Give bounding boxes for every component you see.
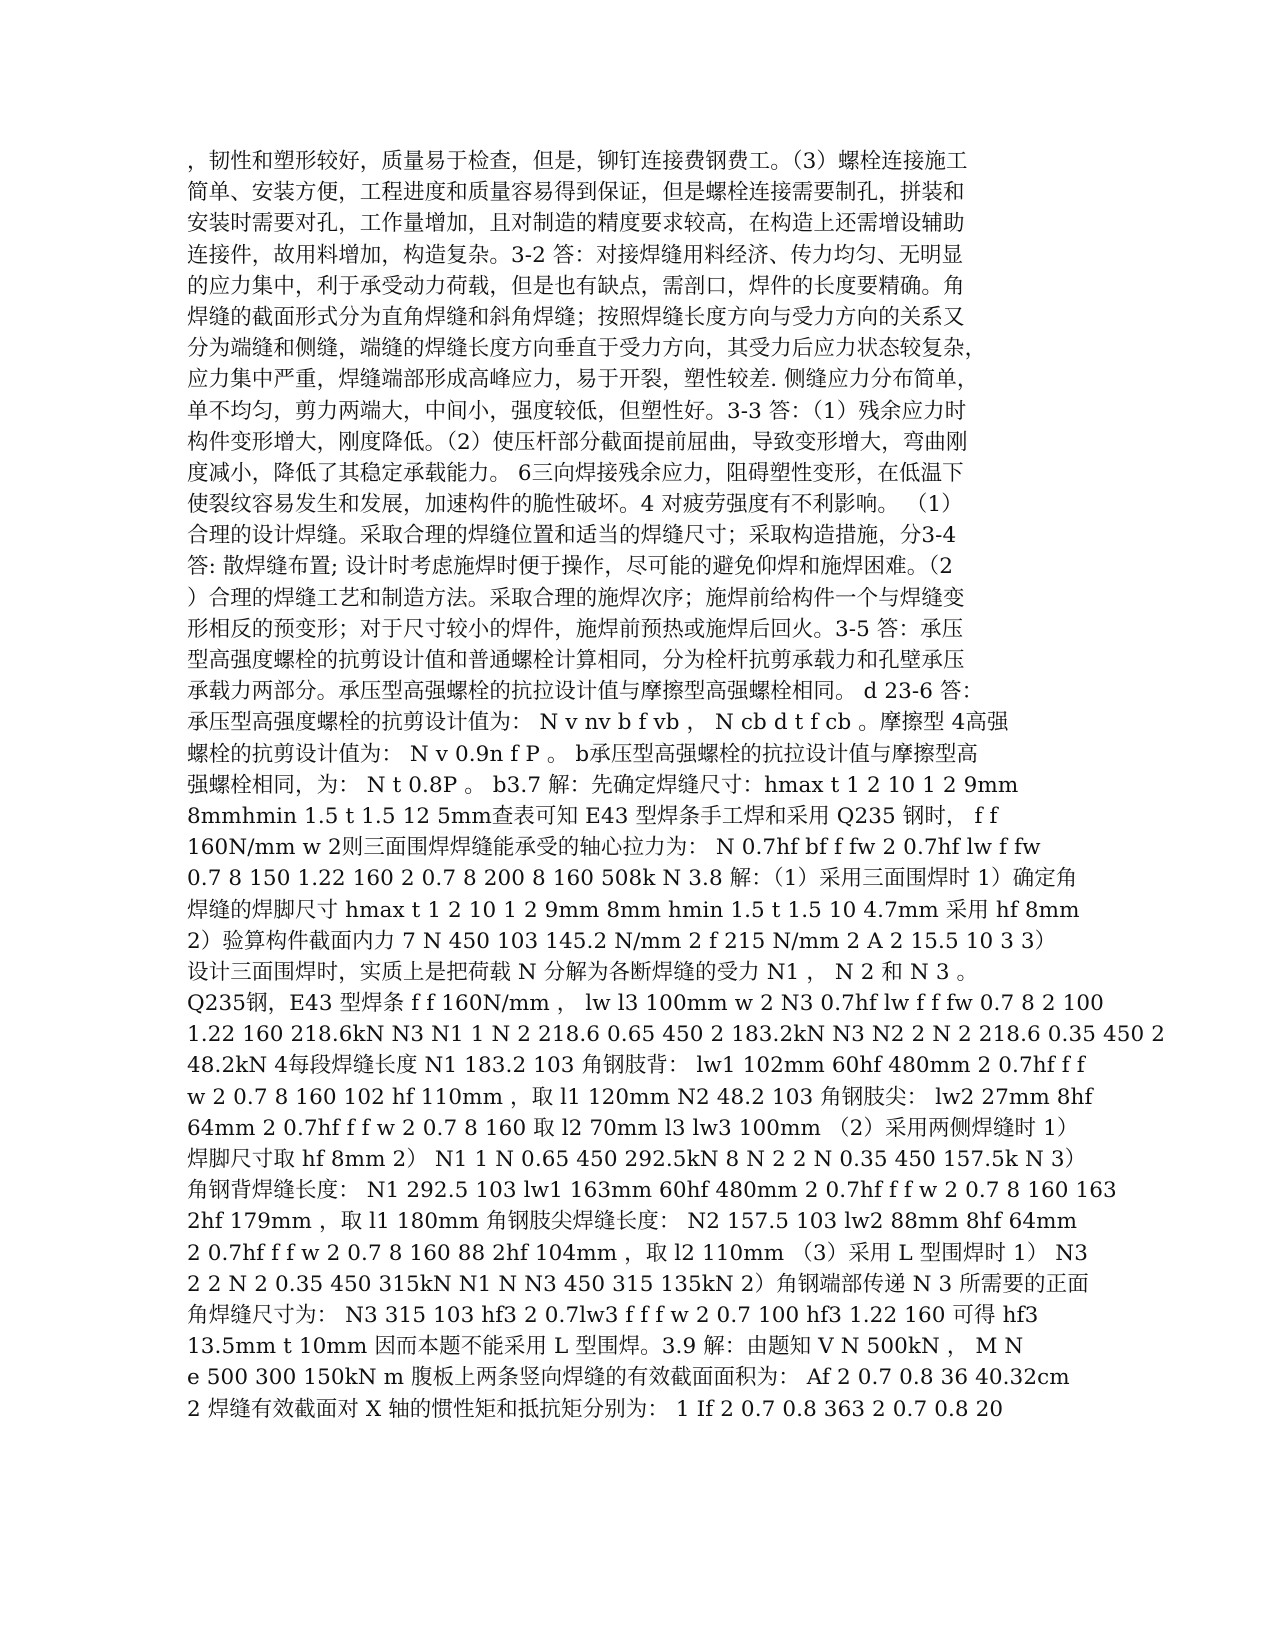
text-line: 强螺栓相同，为： N t 0.8P 。 b3.7 解：先确定焊缝尺寸：hmax t 1 2 10 1 2 9mm: [187, 772, 1019, 798]
text-line: e 500 300 150kN m 腹板上两条竖向焊缝的有效截面面积为： Af 2 0.7 0.8 36 40.32cm: [187, 1365, 1070, 1391]
text-line: 设计三面围焊时，实质上是把荷载 N 分解为各断焊缝的受力 N1 ， N 2 和 N 3 。: [187, 959, 979, 985]
text-line: 2 焊缝有效截面对 X 轴的惯性矩和抵抗矩分别为： 1 If 2 0.7 0.8 363 2 0.7 0.8 20: [187, 1396, 1004, 1422]
text-line: 承压型高强度螺栓的抗剪设计值为： N v nv b f vb ， N cb d t f cb 。摩擦型 4高强: [187, 710, 1009, 736]
text-line: 48.2kN 4每段焊缝长度 N1 183.2 103 角钢肢背： lw1 102mm 60hf 480mm 2 0.7hf f f: [187, 1053, 1085, 1079]
text-line: 连接件，故用料增加，构造复杂。3-2 答：对接焊缝用料经济、传力均匀、无明显: [187, 242, 964, 268]
body-text: [187, 146, 1165, 1425]
text-line: 应力集中严重，焊缝端部形成高峰应力，易于开裂，塑性较差. 侧缝应力分布简单，: [187, 367, 979, 393]
text-line: 1.22 160 218.6kN N3 N1 1 N 2 218.6 0.65 450 2 183.2kN N3 N2 2 N 2 218.6 0.35 450 2: [187, 1022, 1165, 1048]
text-line: 单不均匀，剪力两端大，中间小，强度较低，但塑性好。3-3 答：（1）残余应力时: [187, 398, 967, 424]
text-line: 64mm 2 0.7hf f f w 2 0.7 8 160 取 l2 70mm l3 lw3 100mm （2）采用两侧焊缝时 1）: [187, 1115, 1079, 1141]
text-line: 2hf 179mm ，取 l1 180mm 角钢肢尖焊缝长度： N2 157.5 103 lw2 88mm 8hf 64mm: [187, 1209, 1078, 1235]
text-line: ）合理的焊缝工艺和制造方法。采取合理的施焊次序；施焊前给构件一个与焊缝变: [187, 585, 965, 611]
text-line: 的应力集中，利于承受动力荷载，但是也有缺点，需剖口，焊件的长度要精确。角: [187, 273, 965, 299]
text-line: 焊缝的焊脚尺寸 hmax t 1 2 10 1 2 9mm 8mm hmin 1.5 t 1.5 10 4.7mm 采用 hf 8mm: [187, 897, 1080, 923]
text-line: 使裂纹容易发生和发展，加速构件的脆性破坏。4 对疲劳强度有不利影响。 （1）: [187, 492, 963, 518]
text-line: 0.7 8 150 1.22 160 2 0.7 8 200 8 160 508k N 3.8 解：（1）采用三面围焊时 1）确定角: [187, 866, 1078, 892]
text-line: 答: 散焊缝布置; 设计时考虑施焊时便于操作，尽可能的避免仰焊和施焊困难。（2: [187, 554, 953, 580]
text-line: 角钢背焊缝长度： N1 292.5 103 lw1 163mm 60hf 480mm 2 0.7hf f f w 2 0.7 8 160 163: [187, 1178, 1117, 1204]
text-line: 度减小，降低了其稳定承载能力。 6三向焊接残余应力，阻碍塑性变形，在低温下: [187, 460, 964, 486]
text-line: 8mmhmin 1.5 t 1.5 12 5mm查表可知 E43 型焊条手工焊和采用 Q235 钢时， f f: [187, 803, 998, 829]
text-line: 承载力两部分。承压型高强螺栓的抗拉设计值与摩擦型高强螺栓相同。 d 23-6 答：: [187, 679, 984, 705]
text-line: w 2 0.7 8 160 102 hf 110mm ，取 l1 120mm N2 48.2 103 角钢肢尖： lw2 27mm 8hf: [187, 1084, 1093, 1110]
text-line: 2）验算构件截面内力 7 N 450 103 145.2 N/mm 2 f 215 N/mm 2 A 2 15.5 10 3 3）: [187, 928, 1057, 954]
text-line: ，韧性和塑形较好，质量易于检查，但是，铆钉连接费钢费工。（3）螺栓连接施工: [187, 149, 968, 174]
text-line: 简单、安装方便，工程进度和质量容易得到保证，但是螺栓连接需要制孔，拼装和: [187, 180, 965, 206]
text-line: 形相反的预变形；对于尺寸较小的焊件，施焊前预热或施焊后回火。3-5 答：承压: [187, 616, 964, 642]
text-line: 角焊缝尺寸为： N3 315 103 hf3 2 0.7lw3 f f f w 2 0.7 100 hf3 1.22 160 可得 hf3: [187, 1302, 1039, 1328]
text-line: 160N/mm w 2则三面围焊焊缝能承受的轴心拉力为： N 0.7hf bf f fw 2 0.7hf lw f fw: [187, 835, 1041, 861]
text-line: 分为端缝和侧缝，端缝的焊缝长度方向垂直于受力方向，其受力后应力状态较复杂，: [187, 336, 987, 362]
text-line: 构件变形增大，刚度降低。（2）使压杆部分截面提前屈曲，导致变形增大，弯曲刚: [187, 429, 968, 455]
text-line: 螺栓的抗剪设计值为： N v 0.9n f P 。 b承压型高强螺栓的抗拉设计值与摩擦型高: [187, 741, 979, 767]
text-line: 13.5mm t 10mm 因而本题不能采用 L 型围焊。3.9 解：由题知 V N 500kN ， M N: [187, 1334, 1024, 1360]
text-line: 焊缝的截面形式分为直角焊缝和斜角焊缝；按照焊缝长度方向与受力方向的关系又: [187, 304, 965, 330]
text-line: 2 2 N 2 0.35 450 315kN N1 N N3 450 315 135kN 2）角钢端部传递 N 3 所需要的正面: [187, 1271, 1089, 1297]
text-line: 安装时需要对孔，工作量增加，且对制造的精度要求较高，在构造上还需增设辅助: [187, 211, 965, 237]
text-line: 型高强度螺栓的抗剪设计值和普通螺栓计算相同，分为栓杆抗剪承载力和孔壁承压: [187, 648, 965, 673]
text-line: 合理的设计焊缝。采取合理的焊缝位置和适当的焊缝尺寸；采取构造措施，分3-4: [187, 523, 957, 549]
text-line: 2 0.7hf f f w 2 0.7 8 160 88 2hf 104mm ，取 l2 110mm （3）采用 L 型围焊时 1） N3: [187, 1240, 1088, 1266]
text-line: 焊脚尺寸取 hf 8mm 2） N1 1 N 0.65 450 292.5kN 8 N 2 2 N 0.35 450 157.5k N 3）: [187, 1147, 1087, 1172]
text-line: Q235钢，E43 型焊条 f f 160N/mm ， lw l3 100mm w 2 N3 0.7hf lw f f fw 0.7 8 2 100: [187, 991, 1104, 1017]
